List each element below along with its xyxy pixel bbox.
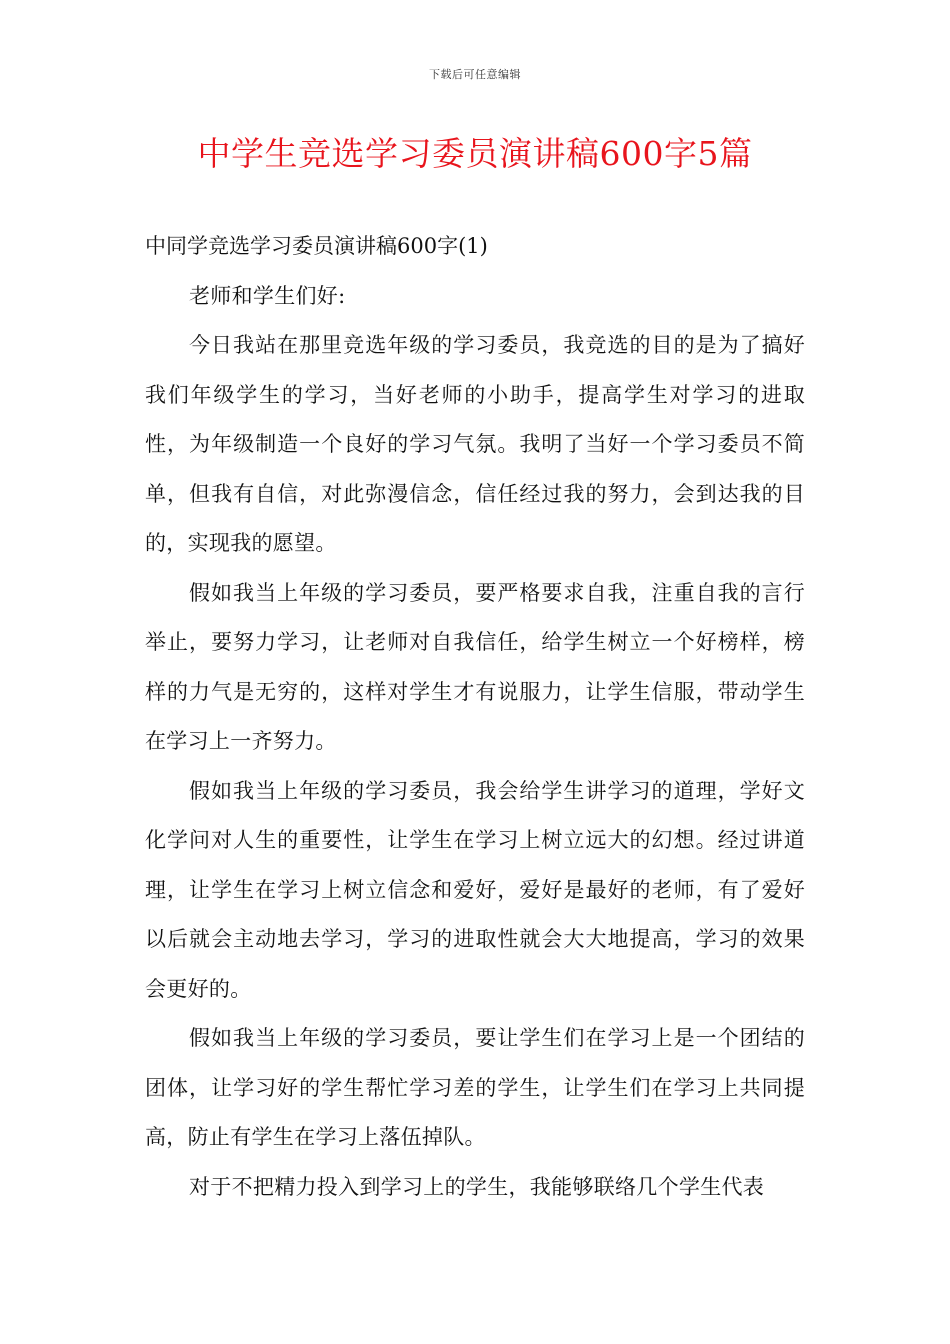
body-paragraph: 今日我站在那里竞选年级的学习委员，我竞选的目的是为了搞好我们年级学生的学习，当好老师的小助手，提高学生对学习的进取性，为年级制造一个良好的学习气氛。我明了当好一个学习委员不简单，但我有自信，对此弥漫信念，信任经过我的努力，会到达我的目的，实现我的愿望。 bbox=[145, 333, 805, 555]
body-paragraph: 假如我当上年级的学习委员，要让学生们在学习上是一个团结的团体，让学习好的学生帮忙学习差的学生，让学生们在学习上共同提高，防止有学生在学习上落伍掉队。 bbox=[145, 1026, 805, 1149]
body-paragraph: 对于不把精力投入到学习上的学生，我能够联络几个学生代表 bbox=[189, 1174, 765, 1199]
document-body bbox=[145, 222, 805, 1212]
document-title: 中学生竞选学习委员演讲稿600字5篇 bbox=[197, 134, 753, 173]
body-paragraph: 假如我当上年级的学习委员，我会给学生讲学习的道理，学好文化学问对人生的重要性，让学生在学习上树立远大的幻想。经过讲道理，让学生在学习上树立信念和爱好，爱好是最好的老师，有了爱好以后就会主动地去学习，学习的进取性就会大大地提高，学习的效果会更好的。 bbox=[145, 778, 805, 1001]
greeting-paragraph: 老师和学生们好: bbox=[189, 283, 346, 308]
header-note: 下载后可任意编辑 bbox=[429, 68, 521, 81]
section-heading: 中同学竞选学习委员演讲稿600字(1) bbox=[145, 234, 488, 258]
body-paragraph: 假如我当上年级的学习委员，要严格要求自我，注重自我的言行举止，要努力学习，让老师对自我信任，给学生树立一个好榜样，榜样的力气是无穷的，这样对学生才有说服力，让学生信服，带动学生在学习上一齐努力。 bbox=[145, 580, 805, 753]
